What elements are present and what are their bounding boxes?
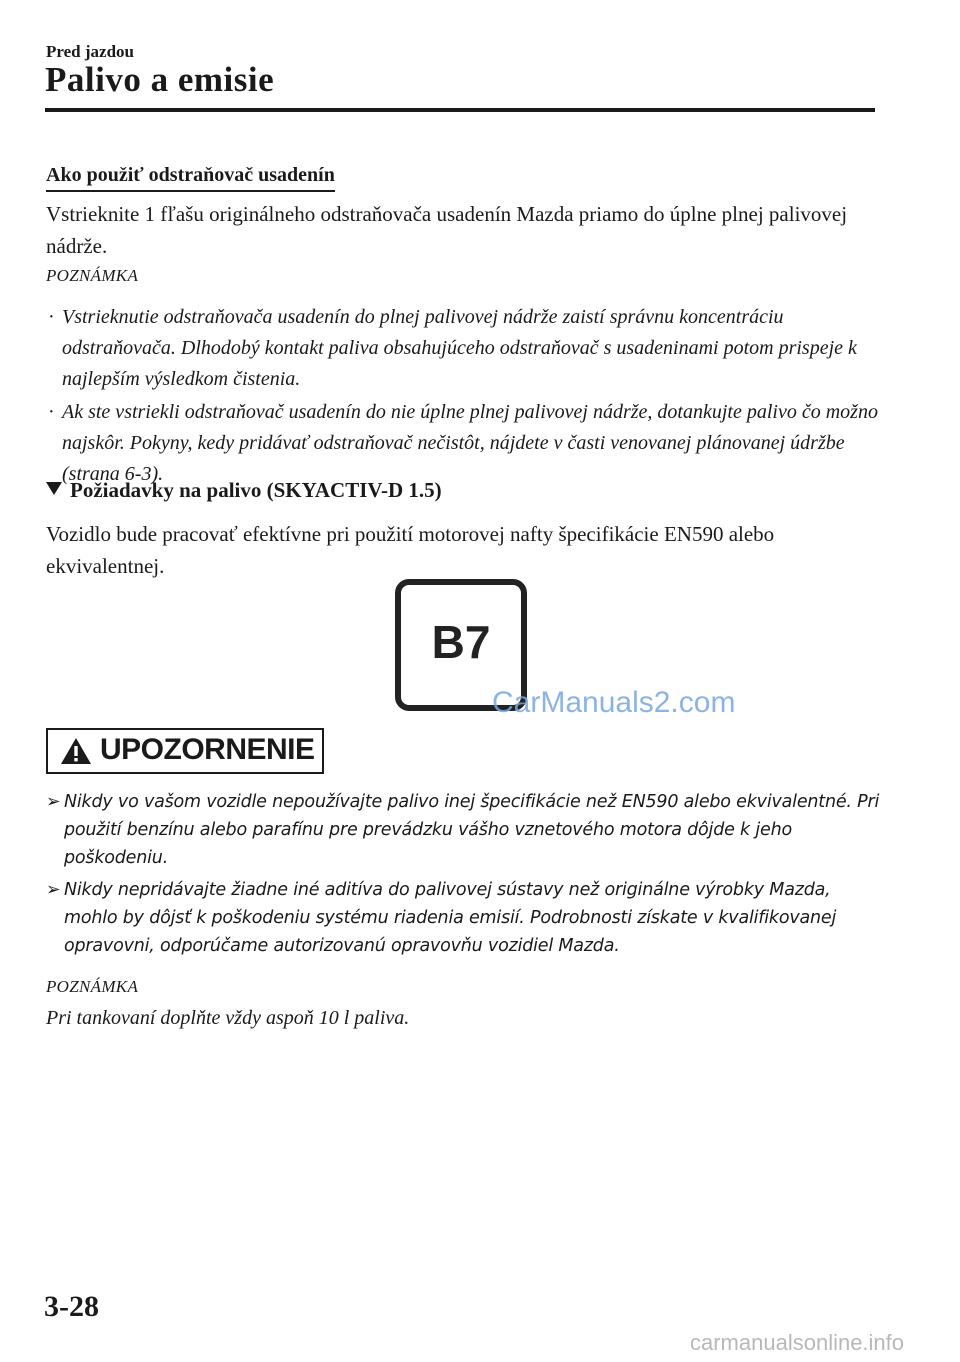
bullet-dot-icon: ·: [48, 306, 55, 328]
fuel-requirements-paragraph: Vozidlo bude pracovať efektívne pri použití motorovej nafty špecifikácie EN590 alebo ekvivalentnej.: [46, 522, 775, 578]
note-label: POZNÁMKA: [46, 266, 139, 285]
watermark-carmanualsonline: carmanualsonline.info: [690, 1330, 905, 1355]
bullet-dot-icon: ·: [48, 401, 55, 423]
additive-heading: Ako použiť odstraňovač usadenín: [46, 164, 335, 192]
warning-item: ➢ Nikdy vo vašom vozidle nepoužívajte palivo inej špecifikácie než EN590 alebo ekvivalentné. Pri použití benzínu alebo parafínu pre prevádzku vášho vznetového motora dôjde k jeho poškodeniu.: [46, 788, 886, 872]
triangle-down-icon: [46, 482, 62, 495]
note-item: · Ak ste vstriekli odstraňovač usadenín do nie úplne plnej palivovej nádrže, dotankujte palivo čo možno najskôr. Pokyny, kedy pridávať odstraňovač nečistôt, nájdete v časti venovanej plánovanej údržbe (strana 6-3).: [46, 397, 881, 490]
note-item: · Vstrieknutie odstraňovača usadenín do plnej palivovej nádrže zaistí správnu koncentráciu odstraňovača. Dlhodobý kontakt paliva obsahujúceho odstraňovač s usadeninami potom prispeje k najlepším výsledkom čistenia.: [46, 302, 881, 395]
warning-triangle-icon: [60, 736, 92, 766]
final-note-label: POZNÁMKA: [46, 977, 139, 996]
page-number: 3-28: [44, 1290, 99, 1323]
header-rule: [45, 108, 875, 112]
additive-paragraph: Vstrieknite 1 fľašu originálneho odstraňovača usadenín Mazda priamo do úplne plnej palivovej nádrže.: [46, 202, 848, 258]
arrow-right-icon: ➢: [46, 792, 61, 812]
b7-label: B7: [431, 616, 491, 668]
warning-header: [46, 728, 324, 774]
arrow-right-icon: ➢: [46, 880, 61, 900]
watermark-carmanuals2: CarManuals2.com: [492, 686, 736, 719]
fuel-requirements-heading: Požiadavky na palivo (SKYACTIV-D 1.5): [46, 478, 442, 503]
section-label: Pred jazdou: [46, 42, 134, 61]
warning-item: ➢ Nikdy nepridávajte žiadne iné aditíva do palivovej sústavy než originálne výrobky Mazda, mohlo by dôjsť k poškodeniu systému riadenia emisií. Podrobnosti získate v kvalifikovanej opravovni, odporúčame autorizovanú opravovňu vozidiel Mazda.: [46, 876, 886, 960]
chapter-title: Palivo a emisie: [45, 60, 275, 99]
warning-list: [46, 788, 886, 964]
final-note-text: Pri tankovaní doplňte vždy aspoň 10 l paliva.: [46, 1007, 410, 1029]
warning-title: UPOZORNENIE: [100, 733, 315, 766]
note-list: [46, 302, 881, 492]
